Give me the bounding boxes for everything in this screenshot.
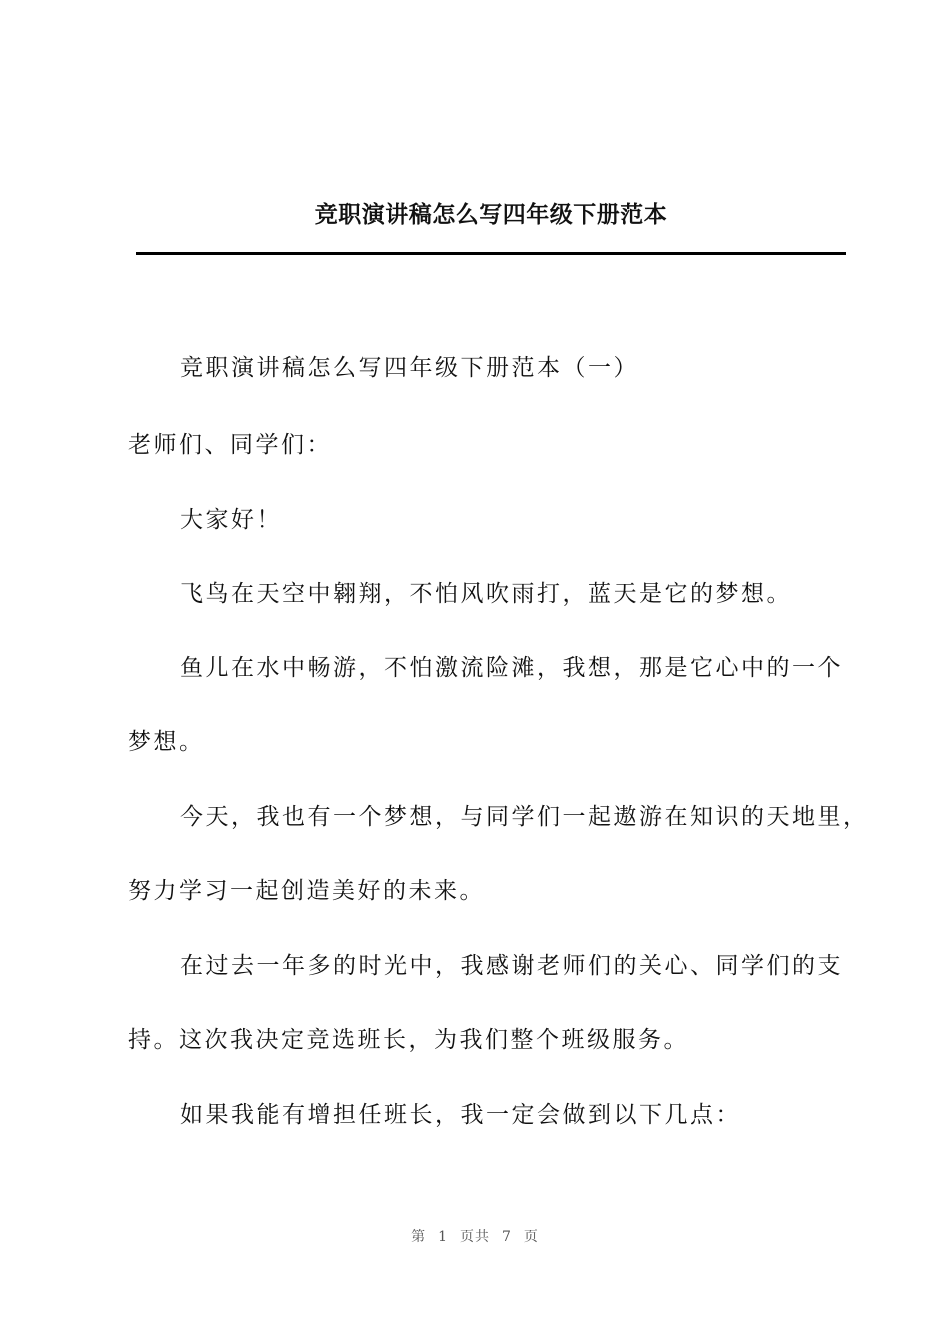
title-underline	[136, 252, 846, 255]
paragraph-line: 如果我能有增担任班长，我一定会做到以下几点：	[180, 1102, 741, 1128]
footer-ye-gong: 页共	[460, 1229, 490, 1245]
section-heading: 竞职演讲稿怎么写四年级下册范本（一）	[180, 355, 639, 381]
page-footer	[0, 1226, 950, 1246]
salutation: 老师们、同学们：	[128, 432, 332, 458]
greeting: 大家好！	[180, 507, 282, 533]
footer-page-number: 1	[438, 1229, 448, 1245]
document-title: 竞职演讲稿怎么写四年级下册范本	[314, 202, 668, 228]
paragraph-line: 飞鸟在天空中翱翔，不怕风吹雨打，蓝天是它的梦想。	[180, 581, 792, 607]
paragraph-line: 在过去一年多的时光中，我感谢老师们的关心、同学们的支	[180, 953, 843, 979]
footer-ye: 页	[523, 1229, 539, 1245]
paragraph-line: 持。这次我决定竞选班长，为我们整个班级服务。	[128, 1027, 689, 1053]
footer-total-pages: 7	[502, 1229, 512, 1245]
footer-di: 第	[411, 1229, 427, 1245]
paragraph-line: 努力学习一起创造美好的未来。	[128, 878, 485, 904]
paragraph-line: 梦想。	[128, 729, 205, 755]
paragraph-line: 鱼儿在水中畅游，不怕激流险滩，我想，那是它心中的一个	[180, 655, 843, 681]
paragraph-line: 今天，我也有一个梦想，与同学们一起遨游在知识的天地里，	[180, 804, 869, 830]
